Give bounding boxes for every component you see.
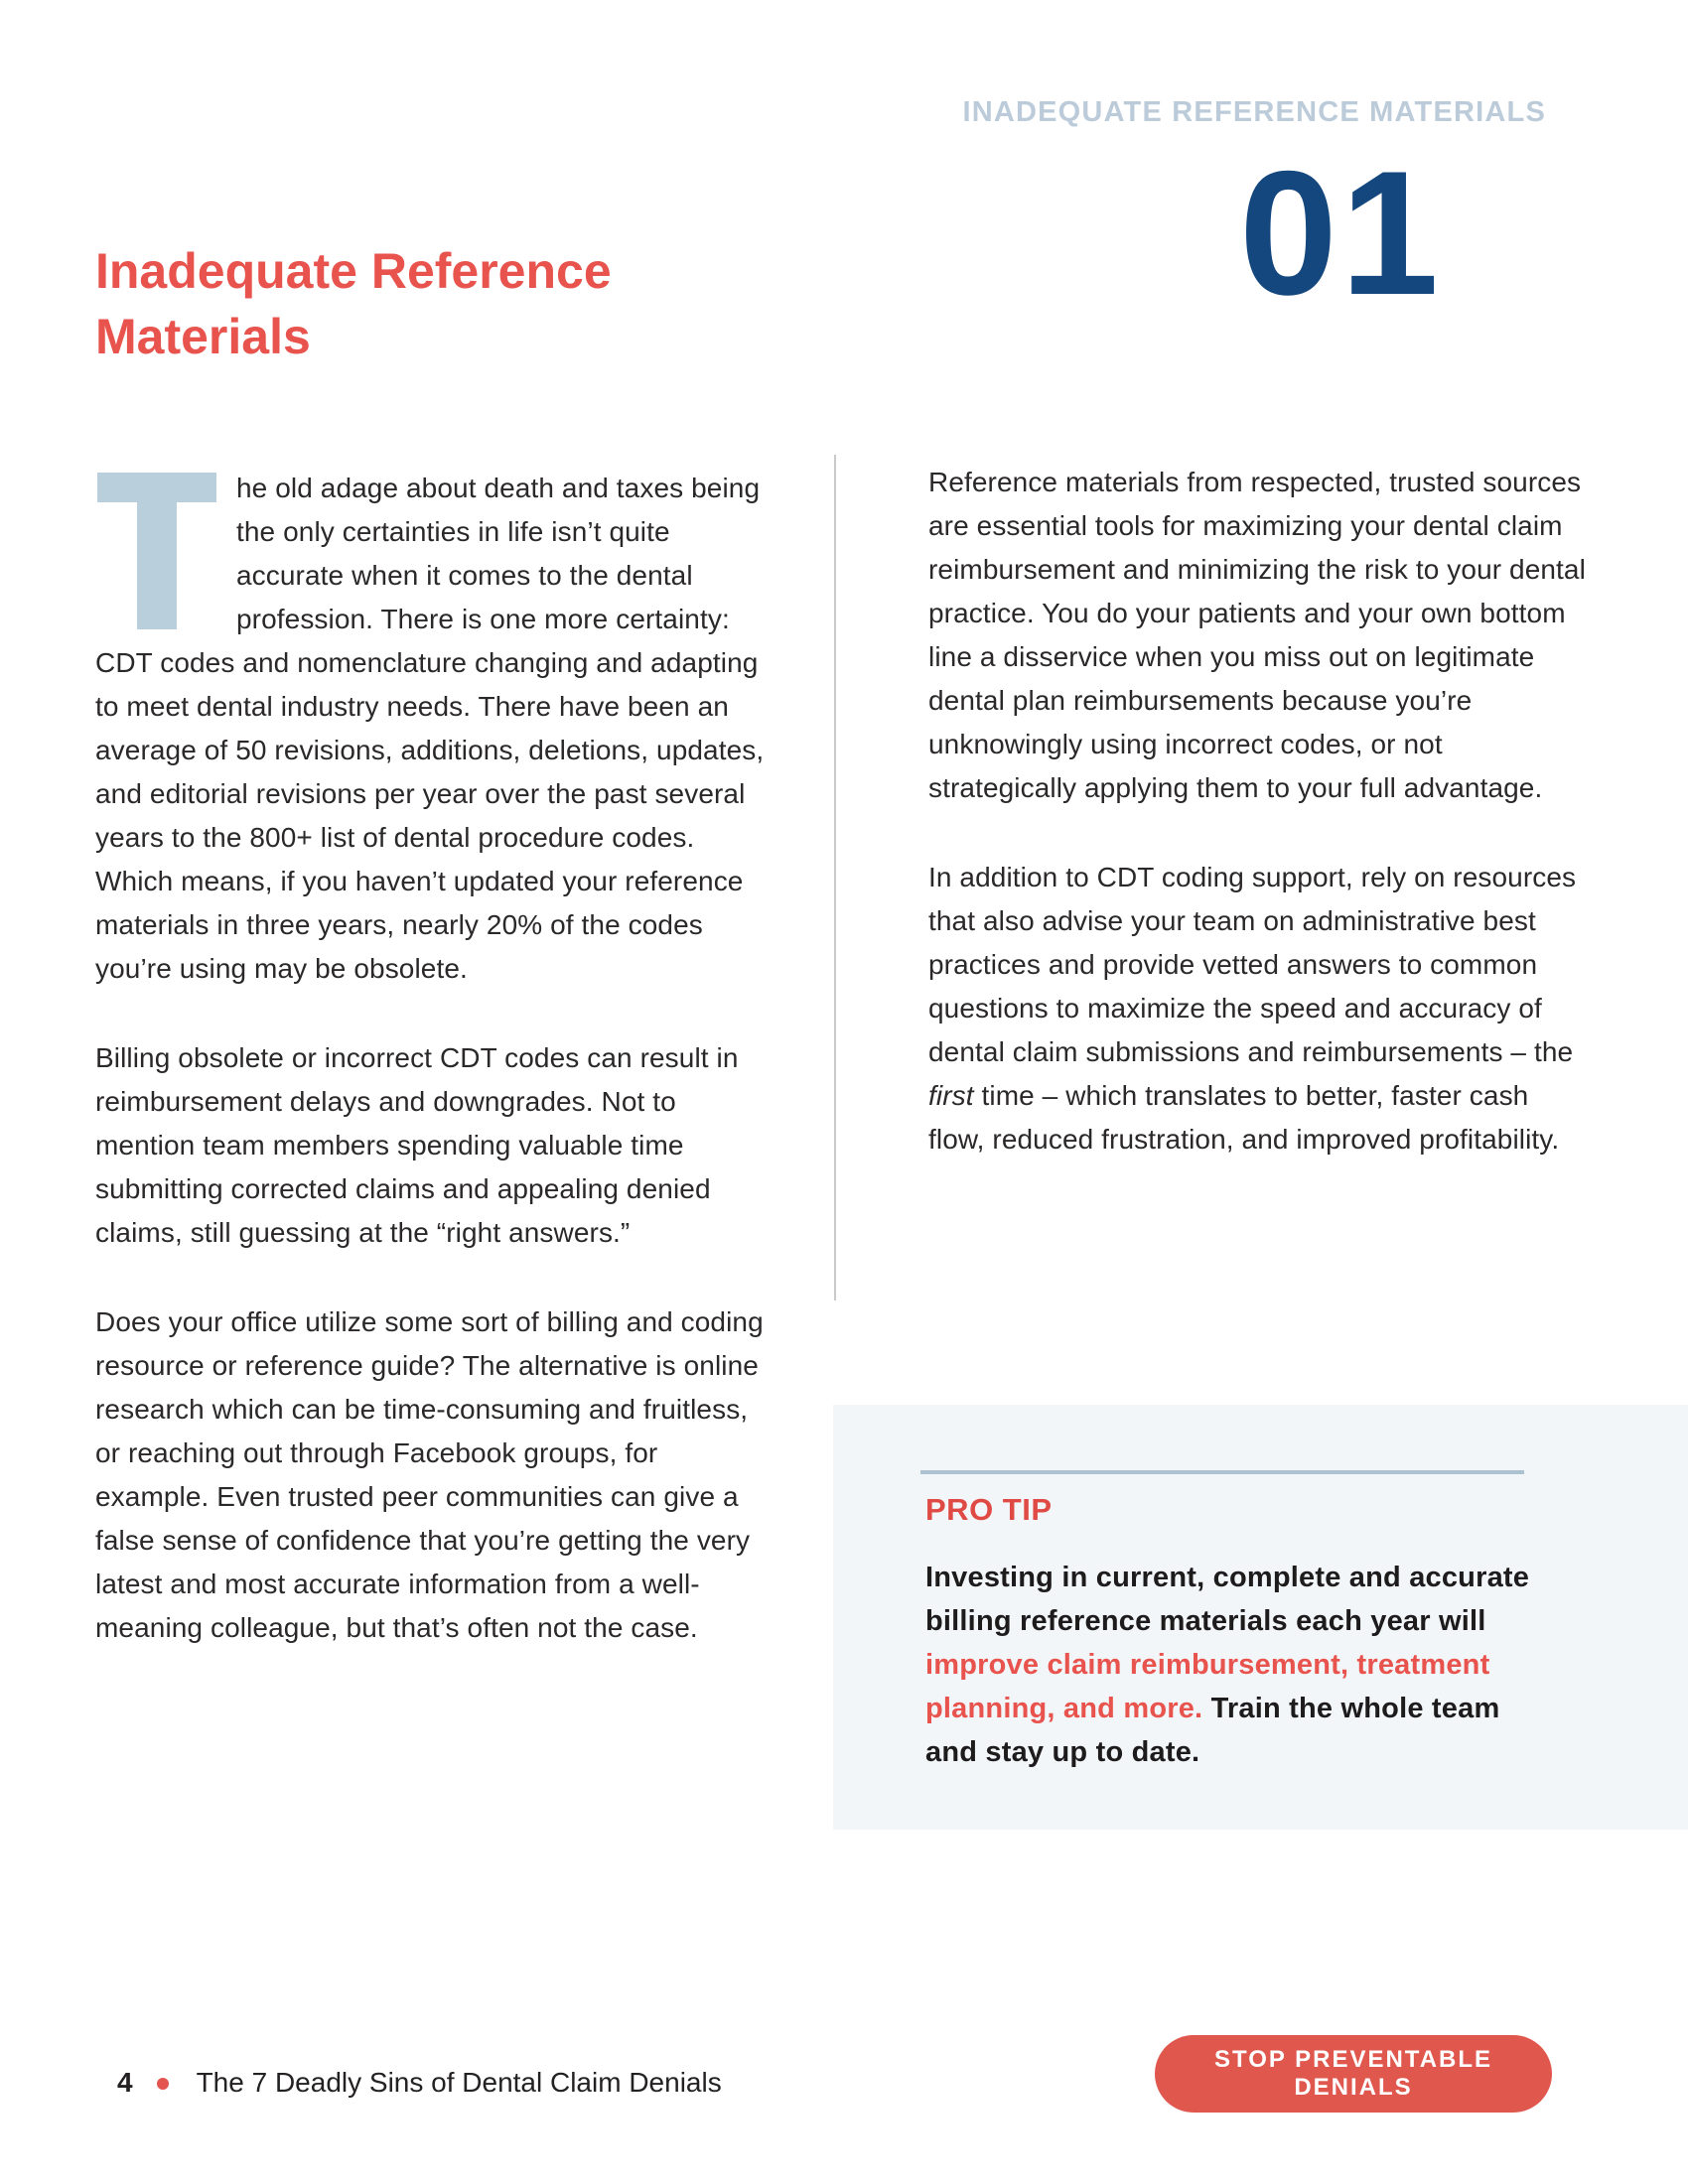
column-divider xyxy=(834,455,836,1300)
paragraph-intro xyxy=(95,467,774,991)
paragraph-italic-word: first xyxy=(928,1080,974,1111)
pro-tip-text-highlight: improve claim reimbursement, treatment planning, and more. xyxy=(925,1649,1490,1724)
right-column xyxy=(928,461,1586,1161)
paragraph-text: Billing obsolete or incorrect CDT codes can result in reimbursement delays and downgrades. Not to mention team members spending valuable time submitting corrected claims and appealing denied claims, still guessing at the “right answers.” xyxy=(95,1042,739,1248)
pro-tip-box xyxy=(833,1405,1688,1830)
bullet-dot-icon xyxy=(157,2078,169,2090)
paragraph-text: In addition to CDT coding support, rely on resources that also advise your team on administrative best practices and provide vetted answers to common questions to maximize the speed and accuracy of dental claim submissions and reimbursements – the xyxy=(928,862,1577,1067)
paragraph-addition xyxy=(928,856,1586,1161)
paragraph-text: Does your office utilize some sort of billing and coding resource or reference guide? The alternative is online research which can be time-consuming and fruitless, or reaching out through Facebook groups, for example. Even trusted peer communities can give a false sense of confidence that you’re getting the very latest and most accurate information from a well-meaning colleague, but that’s often not the case. xyxy=(95,1306,764,1643)
page-footer xyxy=(117,2063,722,2103)
page-title-line1: Inadequate Reference xyxy=(95,243,612,299)
book-title: The 7 Deadly Sins of Dental Claim Denials xyxy=(196,2067,722,2098)
pro-tip-label: PRO TIP xyxy=(925,1492,1053,1527)
dropcap-letter-t xyxy=(97,473,216,629)
pro-tip-text-start: Investing in current, complete and accurate billing reference materials each year will xyxy=(925,1562,1530,1637)
pro-tip-rule xyxy=(920,1470,1524,1474)
paragraph-reference xyxy=(928,461,1586,810)
chapter-eyebrow: INADEQUATE REFERENCE MATERIALS xyxy=(962,96,1546,128)
paragraph-text: Reference materials from respected, trusted sources are essential tools for maximizing your dental claim reimbursement and minimizing the risk to your dental practice. You do your patients and your own bottom line a disservice when you miss out on legitimate dental plan reimbursements because you’re unknowingly using incorrect codes, or not strategically applying them to your full advantage. xyxy=(928,467,1586,803)
stop-preventable-denials-button[interactable]: STOP PREVENTABLE DENIALS xyxy=(1155,2035,1552,2113)
paragraph-text: time – which translates to better, faster cash flow, reduced frustration, and improved profitability. xyxy=(928,1080,1560,1155)
page-title-line2: Materials xyxy=(95,309,311,364)
pro-tip-text-end: Train the whole team and stay up to date. xyxy=(925,1693,1500,1768)
dropcap-stem xyxy=(137,473,177,629)
chapter-number: 01 xyxy=(1239,134,1442,332)
left-column xyxy=(95,467,774,1650)
paragraph-billing xyxy=(95,1036,774,1255)
page-number: 4 xyxy=(117,2067,133,2098)
paragraph-office xyxy=(95,1300,774,1650)
pro-tip-text xyxy=(925,1556,1539,1774)
paragraph-text: he old adage about death and taxes being the only certainties in life isn’t quite accurate when it comes to the dental profession. There is one more certainty: CDT codes and nomenclature changing and adapting to meet dental industry needs. There have been an average of 50 revisions, additions, deletions, updates, and editorial revisions per year over the past several years to the 800+ list of dental procedure codes. Which means, if you haven’t updated your reference materials in three years, nearly 20% of the codes you’re using may be obsolete. xyxy=(95,473,765,984)
page-title xyxy=(95,238,612,369)
